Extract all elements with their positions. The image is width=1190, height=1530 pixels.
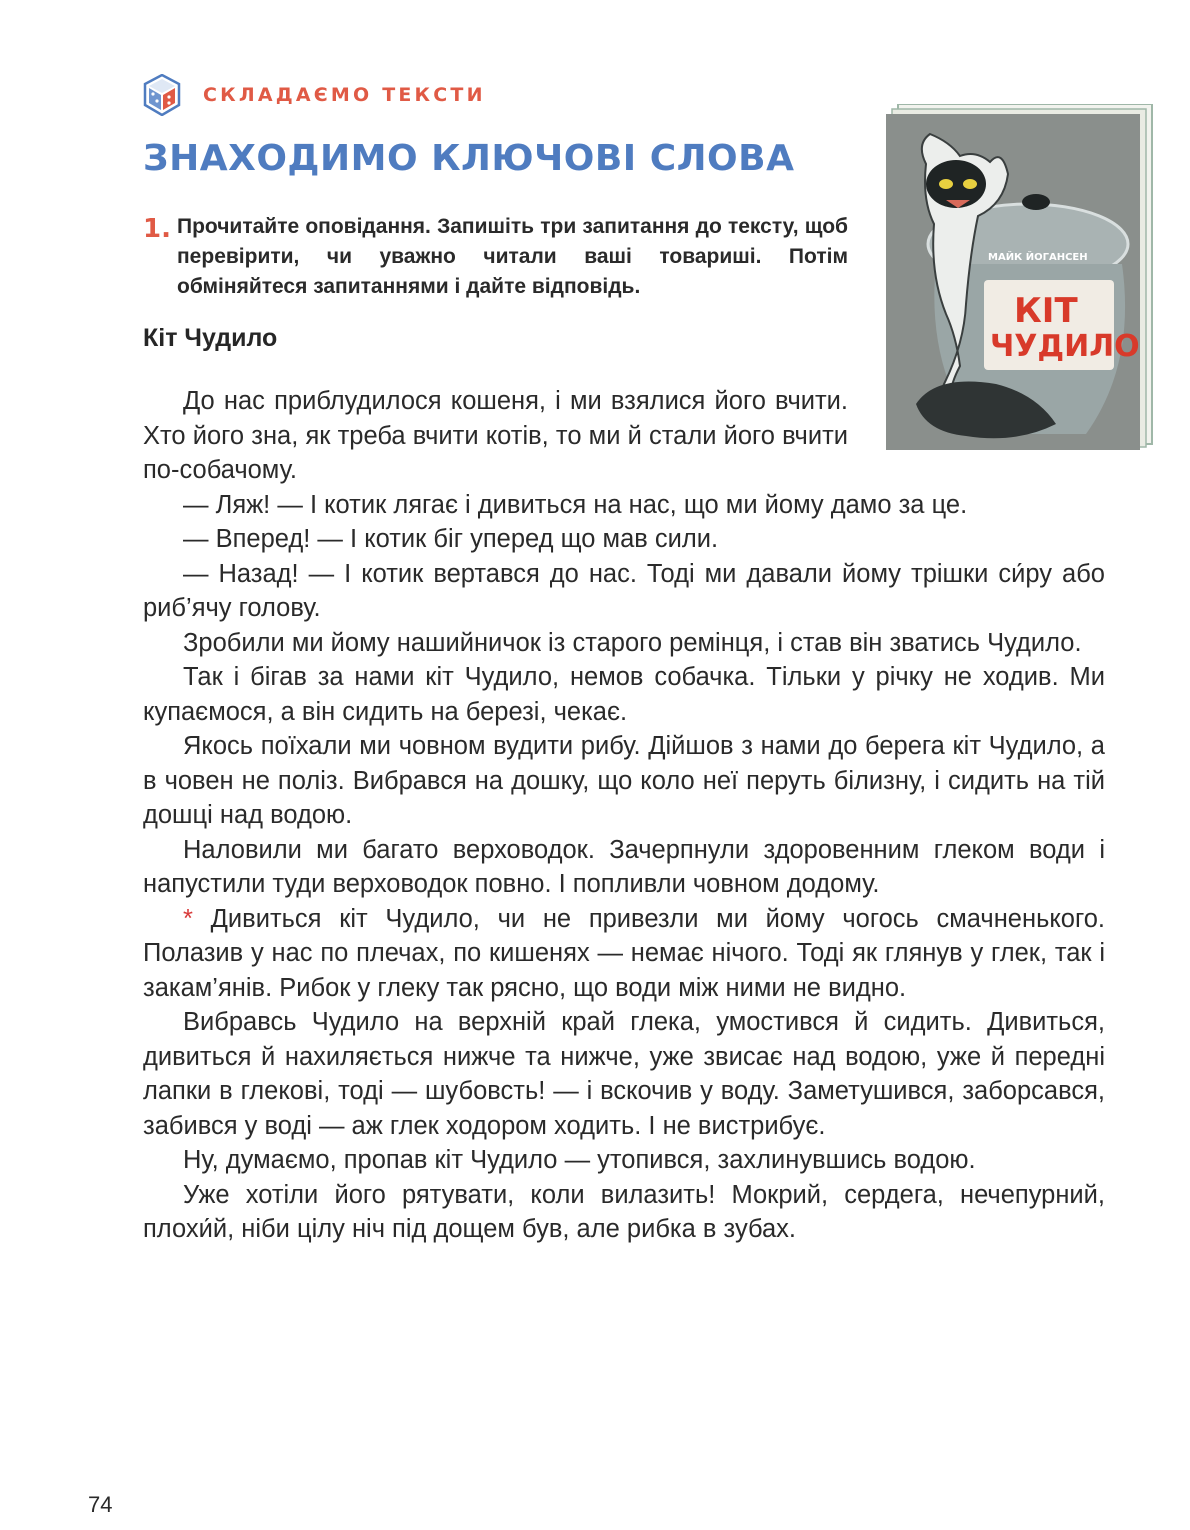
book-author: МАЙК ЙОГАНСЕН (988, 252, 1088, 263)
book-title-line2: ЧУДИЛО (990, 329, 1140, 364)
page-title: ЗНАХОДИМО КЛЮЧОВІ СЛОВА (143, 138, 795, 179)
story-paragraph: Так і бігав за нами кіт Чудило, немов собачка. Тільки у річку не ходив. Ми купаємося, а він сидить на березі, чекає. (143, 663, 1105, 726)
book-title-line1: КІТ (1014, 291, 1078, 331)
story-paragraph: Уже хотіли його рятувати, коли вилазить! Мокрий, сердега, нечепурний, плохи́й, ніби цілу ніч під дощем був, але рибка в зубах. (143, 1180, 1105, 1243)
dice-cube-icon (143, 74, 181, 116)
story-paragraph: Вибравсь Чудило на верхній край глека, умостився й сидить. Дивиться, дивиться й нахиляється нижче та нижче, уже звисає над водою, уже й передні лапки в глекові, тоді — шубовсть! — і вскочив у воду. Заметушився, заборсався, забився у воді — аж глек ходором ходить. І не вистрибує. (143, 1008, 1105, 1140)
page-number: 74 (88, 1492, 113, 1517)
task-block (143, 212, 848, 302)
story-paragraph: Якось поїхали ми човном вудити рибу. Дійшов з нами до берега кіт Чудило, а в човен не поліз. Вибрався на дошку, що коло неї перуть білизну, і сидить на тій дошці над водою. (143, 732, 1105, 829)
story-paragraph (143, 902, 1105, 1006)
story-paragraph-text: Дивиться кіт Чудило, чи не привезли ми йому чогось смачненького. Полазив у нас по плечах, по кишенях — немає нічого. Тоді як глянув у глек, так і закам’янів. Рибок у глеку так рясно, що води між ними не видно. (143, 904, 1105, 1002)
story-paragraph: Ну, думаємо, пропав кіт Чудило — утопився, захлинувшись водою. (183, 1146, 976, 1174)
task-number: 1. (143, 214, 171, 244)
section-header (143, 74, 486, 116)
story-title: Кіт Чудило (143, 324, 278, 352)
story-paragraph: Зробили ми йому нашийничок із старого ремінця, і став він зватись Чудило. (183, 628, 1082, 657)
story-paragraph: — Вперед! — І котик біг уперед що мав сили. (183, 525, 719, 553)
task-text: Прочитайте оповідання. Запишіть три запитання до тексту, щоб перевірити, чи уважно читали ваші товариші. Потім обміняйтеся запитаннями і дайте відповідь. (177, 215, 848, 298)
story-text (143, 384, 1105, 1247)
section-label: СКЛАДАЄМО ТЕКСТИ (203, 84, 486, 106)
story-paragraph: — Ляж! — І котик лягає і дивиться на нас, що ми йому дамо за це. (183, 490, 968, 519)
story-paragraph: До нас приблудилося кошеня, і ми взялися його вчити. Хто його зна, як треба вчити котів, то ми й стали його вчити по-собачому. (143, 387, 848, 484)
asterisk-marker: * (183, 904, 193, 933)
story-paragraph: — Назад! — І котик вертався до нас. Тоді ми давали йому трішки си́ру або риб’ячу голову. (143, 559, 1105, 622)
story-paragraph: Наловили ми багато верховодок. Зачерпнули здоровенним глеком води і напустили туди верховодок повно. І попливли човном додому. (143, 835, 1105, 898)
